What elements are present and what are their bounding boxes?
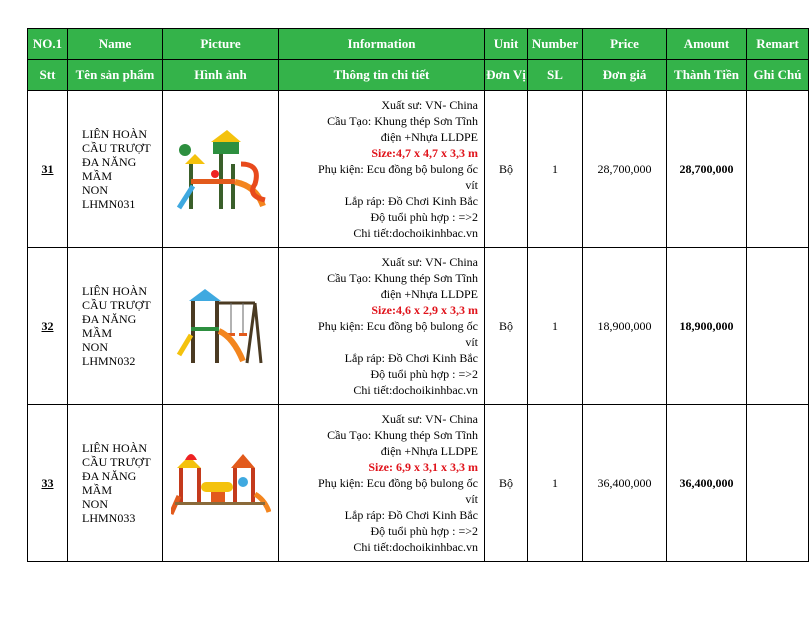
- name-line: LIÊN HOÀN: [82, 441, 147, 455]
- col-header-don-vi: Đơn Vị: [485, 60, 528, 91]
- quote-table: [27, 28, 809, 562]
- product-image-cell: [163, 91, 279, 248]
- col-header-image: Hình ảnh: [163, 60, 279, 91]
- info-structure-cont: điện +Nhựa LLDPE: [380, 287, 478, 301]
- name-line: NON LHMN031: [82, 183, 136, 211]
- product-info: [279, 91, 485, 248]
- info-detail: Chi tiết:dochoikinhbac.vn: [353, 226, 478, 240]
- col-header-stt: Stt: [28, 60, 68, 91]
- col-header-don-gia: Đơn giá: [583, 60, 667, 91]
- price-cell: 28,700,000: [583, 91, 667, 248]
- info-age: Độ tuổi phù hợp : =>2: [370, 524, 478, 538]
- qty-cell: 1: [528, 405, 583, 562]
- col-header-thanh-tien: Thành Tiền: [667, 60, 747, 91]
- name-line: CẦU TRƯỢT: [82, 298, 151, 312]
- qty-cell: 1: [528, 91, 583, 248]
- name-line: ĐA NĂNG MẦM: [82, 469, 137, 497]
- name-line: NON LHMN033: [82, 497, 136, 525]
- name-line: LIÊN HOÀN: [82, 127, 147, 141]
- info-detail: Chi tiết:dochoikinhbac.vn: [353, 383, 478, 397]
- info-size: Size:4,6 x 2,9 x 3,3 m: [371, 303, 478, 317]
- info-structure: Cầu Tạo: Khung thép Sơn Tĩnh: [327, 271, 478, 285]
- info-assembly: Lắp ráp: Đồ Chơi Kinh Bắc: [344, 194, 478, 208]
- row-stt[interactable]: 32: [28, 248, 68, 405]
- row-stt[interactable]: 33: [28, 405, 68, 562]
- col-header-amount: Amount: [667, 29, 747, 60]
- col-header-picture: Picture: [163, 29, 279, 60]
- product-info: [279, 405, 485, 562]
- note-cell: [747, 405, 809, 562]
- col-header-product-name: Tên sản phẩm: [68, 60, 163, 91]
- row-stt[interactable]: 31: [28, 91, 68, 248]
- info-accessories-cont: vít: [465, 335, 478, 349]
- info-accessories-cont: vít: [465, 492, 478, 506]
- info-accessories-cont: vít: [465, 178, 478, 192]
- col-header-remark: Remart: [747, 29, 809, 60]
- col-header-no: NO.1: [28, 29, 68, 60]
- name-line: CẦU TRƯỢT: [82, 455, 151, 469]
- info-assembly: Lắp ráp: Đồ Chơi Kinh Bắc: [344, 508, 478, 522]
- header-row-en: [28, 29, 809, 60]
- note-cell: [747, 248, 809, 405]
- name-line: ĐA NĂNG MẦM: [82, 155, 137, 183]
- col-header-sl: SL: [528, 60, 583, 91]
- info-structure: Cầu Tạo: Khung thép Sơn Tĩnh: [327, 114, 478, 128]
- amount-cell: 28,700,000: [667, 91, 747, 248]
- name-line: ĐA NĂNG MẦM: [82, 312, 137, 340]
- amount-cell: 18,900,000: [667, 248, 747, 405]
- unit-cell: Bộ: [485, 91, 528, 248]
- info-origin: Xuất sư: VN- China: [381, 98, 478, 112]
- header-row-vi: [28, 60, 809, 91]
- product-image-cell: [163, 405, 279, 562]
- playground-tunnel-icon: [171, 438, 271, 528]
- col-header-unit: Unit: [485, 29, 528, 60]
- info-origin: Xuất sư: VN- China: [381, 255, 478, 269]
- info-accessories: Phụ kiện: Ecu đồng bộ bulong ốc: [318, 162, 478, 176]
- info-structure-cont: điện +Nhựa LLDPE: [380, 444, 478, 458]
- col-header-details: Thông tin chi tiết: [279, 60, 485, 91]
- unit-cell: Bộ: [485, 405, 528, 562]
- table-row: [28, 405, 809, 562]
- info-age: Độ tuổi phù hợp : =>2: [370, 210, 478, 224]
- table-row: [28, 91, 809, 248]
- amount-cell: 36,400,000: [667, 405, 747, 562]
- product-name: [68, 405, 163, 562]
- name-line: CẦU TRƯỢT: [82, 141, 151, 155]
- unit-cell: Bộ: [485, 248, 528, 405]
- info-accessories: Phụ kiện: Ecu đồng bộ bulong ốc: [318, 476, 478, 490]
- info-structure-cont: điện +Nhựa LLDPE: [380, 130, 478, 144]
- info-accessories: Phụ kiện: Ecu đồng bộ bulong ốc: [318, 319, 478, 333]
- info-age: Độ tuổi phù hợp : =>2: [370, 367, 478, 381]
- info-structure: Cầu Tạo: Khung thép Sơn Tĩnh: [327, 428, 478, 442]
- product-name: [68, 248, 163, 405]
- product-image-cell: [163, 248, 279, 405]
- col-header-name: Name: [68, 29, 163, 60]
- col-header-number: Number: [528, 29, 583, 60]
- product-info: [279, 248, 485, 405]
- col-header-ghi-chu: Ghi Chú: [747, 60, 809, 91]
- price-cell: 36,400,000: [583, 405, 667, 562]
- price-cell: 18,900,000: [583, 248, 667, 405]
- name-line: NON LHMN032: [82, 340, 136, 368]
- product-name: [68, 91, 163, 248]
- qty-cell: 1: [528, 248, 583, 405]
- name-line: LIÊN HOÀN: [82, 284, 147, 298]
- info-size: Size:4,7 x 4,7 x 3,3 m: [371, 146, 478, 160]
- playground-swing-icon: [171, 281, 271, 371]
- col-header-price: Price: [583, 29, 667, 60]
- note-cell: [747, 91, 809, 248]
- info-assembly: Lắp ráp: Đồ Chơi Kinh Bắc: [344, 351, 478, 365]
- info-size: Size: 6,9 x 3,1 x 3,3 m: [368, 460, 478, 474]
- info-detail: Chi tiết:dochoikinhbac.vn: [353, 540, 478, 554]
- playground-slide-icon: [171, 124, 271, 214]
- table-row: [28, 248, 809, 405]
- col-header-information: Information: [279, 29, 485, 60]
- info-origin: Xuất sư: VN- China: [381, 412, 478, 426]
